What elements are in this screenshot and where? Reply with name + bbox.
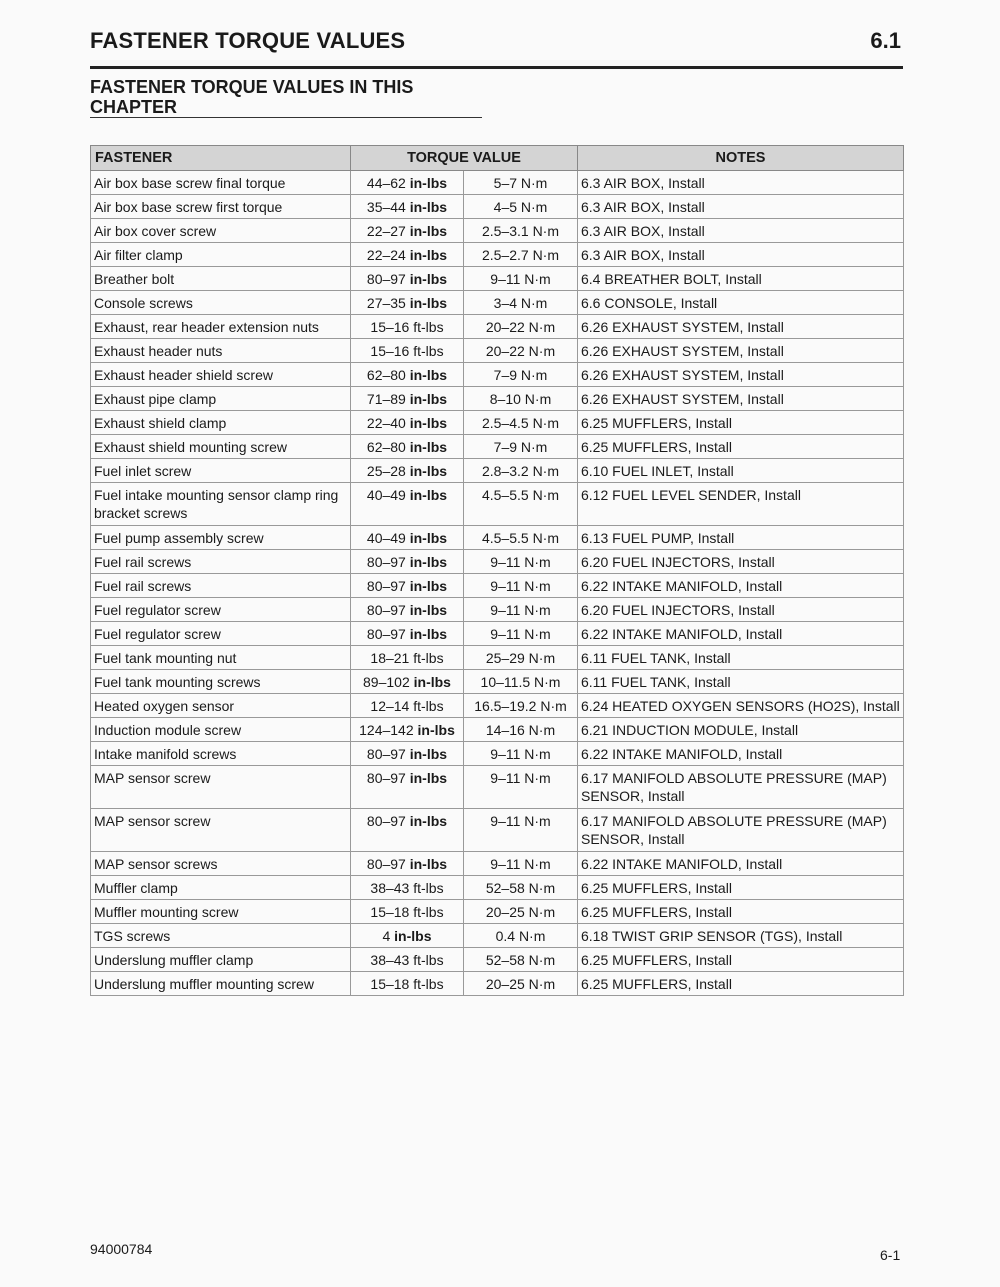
fastener-cell: Console screws xyxy=(91,291,351,315)
imperial-torque-value: 80–97 xyxy=(366,271,406,287)
imperial-torque-cell xyxy=(351,972,464,996)
metric-torque-cell: 20–25 N·m xyxy=(464,972,578,996)
metric-torque-cell: 2.5–3.1 N·m xyxy=(464,219,578,243)
metric-torque-cell: 2.8–3.2 N·m xyxy=(464,459,578,483)
metric-torque-cell: 9–11 N·m xyxy=(464,598,578,622)
fastener-cell: Muffler mounting screw xyxy=(91,900,351,924)
imperial-torque-cell xyxy=(351,574,464,598)
imperial-torque-value: 62–80 xyxy=(366,439,406,455)
imperial-torque-value: 22–24 xyxy=(366,247,406,263)
notes-cell: 6.25 MUFFLERS, Install xyxy=(578,948,904,972)
fastener-cell: Air box cover screw xyxy=(91,219,351,243)
imperial-torque-value: 80–97 xyxy=(366,578,406,594)
table-row xyxy=(91,291,904,315)
fastener-cell: MAP sensor screws xyxy=(91,852,351,876)
table-row xyxy=(91,483,904,526)
imperial-torque-value: 71–89 xyxy=(366,391,406,407)
notes-cell: 6.26 EXHAUST SYSTEM, Install xyxy=(578,387,904,411)
imperial-torque-value: 22–40 xyxy=(366,415,406,431)
table-row xyxy=(91,171,904,195)
torque-table xyxy=(90,145,904,996)
imperial-torque-cell xyxy=(351,598,464,622)
metric-torque-cell: 2.5–2.7 N·m xyxy=(464,243,578,267)
metric-torque-cell: 4.5–5.5 N·m xyxy=(464,526,578,550)
section-subheading xyxy=(90,77,482,118)
notes-cell: 6.11 FUEL TANK, Install xyxy=(578,646,904,670)
notes-cell: 6.26 EXHAUST SYSTEM, Install xyxy=(578,339,904,363)
column-header-notes: NOTES xyxy=(578,146,904,171)
notes-cell: 6.22 INTAKE MANIFOLD, Install xyxy=(578,852,904,876)
table-row xyxy=(91,315,904,339)
metric-torque-cell: 9–11 N·m xyxy=(464,742,578,766)
fastener-cell: Muffler clamp xyxy=(91,876,351,900)
table-row xyxy=(91,900,904,924)
imperial-torque-cell xyxy=(351,670,464,694)
imperial-torque-unit: ft-lbs xyxy=(413,650,444,666)
table-row xyxy=(91,195,904,219)
imperial-torque-value: 38–43 xyxy=(370,952,410,968)
imperial-torque-cell xyxy=(351,459,464,483)
notes-cell: 6.22 INTAKE MANIFOLD, Install xyxy=(578,574,904,598)
table-row xyxy=(91,267,904,291)
imperial-torque-value: 12–14 xyxy=(370,698,410,714)
imperial-torque-unit: ft-lbs xyxy=(413,343,444,359)
metric-torque-cell: 9–11 N·m xyxy=(464,809,578,852)
metric-torque-cell: 8–10 N·m xyxy=(464,387,578,411)
notes-cell: 6.25 MUFFLERS, Install xyxy=(578,876,904,900)
fastener-cell: Induction module screw xyxy=(91,718,351,742)
imperial-torque-unit: in-lbs xyxy=(394,928,432,944)
metric-torque-cell: 7–9 N·m xyxy=(464,363,578,387)
metric-torque-cell: 0.4 N·m xyxy=(464,924,578,948)
fastener-cell: Exhaust header nuts xyxy=(91,339,351,363)
imperial-torque-value: 80–97 xyxy=(366,554,406,570)
imperial-torque-value: 80–97 xyxy=(366,813,406,829)
table-row xyxy=(91,219,904,243)
imperial-torque-cell xyxy=(351,291,464,315)
imperial-torque-unit: in-lbs xyxy=(409,487,448,503)
imperial-torque-value: 80–97 xyxy=(366,602,406,618)
table-row xyxy=(91,387,904,411)
metric-torque-cell: 9–11 N·m xyxy=(464,550,578,574)
metric-torque-cell: 3–4 N·m xyxy=(464,291,578,315)
notes-cell: 6.25 MUFFLERS, Install xyxy=(578,900,904,924)
imperial-torque-value: 40–49 xyxy=(366,530,406,546)
fastener-cell: TGS screws xyxy=(91,924,351,948)
fastener-cell: Fuel tank mounting nut xyxy=(91,646,351,670)
imperial-torque-unit: in-lbs xyxy=(409,746,448,762)
imperial-torque-value: 40–49 xyxy=(366,487,406,503)
imperial-torque-unit: ft-lbs xyxy=(413,976,444,992)
metric-torque-cell: 9–11 N·m xyxy=(464,267,578,291)
fastener-cell: Air filter clamp xyxy=(91,243,351,267)
subheading-line-1: FASTENER TORQUE VALUES IN THIS xyxy=(90,77,414,97)
fastener-cell: Intake manifold screws xyxy=(91,742,351,766)
metric-torque-cell: 4.5–5.5 N·m xyxy=(464,483,578,526)
table-row xyxy=(91,948,904,972)
imperial-torque-unit: ft-lbs xyxy=(413,952,444,968)
table-header-row xyxy=(91,146,904,171)
imperial-torque-cell xyxy=(351,315,464,339)
imperial-torque-unit: in-lbs xyxy=(409,463,448,479)
table-row xyxy=(91,924,904,948)
table-row xyxy=(91,876,904,900)
imperial-torque-value: 62–80 xyxy=(366,367,406,383)
imperial-torque-cell xyxy=(351,694,464,718)
notes-cell: 6.11 FUEL TANK, Install xyxy=(578,670,904,694)
imperial-torque-value: 15–18 xyxy=(370,904,410,920)
table-row xyxy=(91,574,904,598)
imperial-torque-cell xyxy=(351,243,464,267)
imperial-torque-unit: in-lbs xyxy=(409,578,448,594)
fastener-cell: Exhaust header shield screw xyxy=(91,363,351,387)
table-row xyxy=(91,852,904,876)
imperial-torque-cell xyxy=(351,219,464,243)
metric-torque-cell: 20–22 N·m xyxy=(464,339,578,363)
notes-cell: 6.6 CONSOLE, Install xyxy=(578,291,904,315)
imperial-torque-unit: in-lbs xyxy=(417,722,455,738)
notes-cell: 6.21 INDUCTION MODULE, Install xyxy=(578,718,904,742)
table-body xyxy=(91,171,904,996)
imperial-torque-cell xyxy=(351,852,464,876)
table-row xyxy=(91,809,904,852)
imperial-torque-unit: in-lbs xyxy=(409,602,448,618)
fastener-cell: Air box base screw first torque xyxy=(91,195,351,219)
imperial-torque-value: 4 xyxy=(382,928,391,944)
imperial-torque-cell xyxy=(351,900,464,924)
column-header-fastener: FASTENER xyxy=(91,146,351,171)
metric-torque-cell: 9–11 N·m xyxy=(464,622,578,646)
notes-cell: 6.17 MANIFOLD ABSOLUTE PRESSURE (MAP) SENSOR, Install xyxy=(578,766,904,809)
imperial-torque-cell xyxy=(351,876,464,900)
imperial-torque-value: 15–18 xyxy=(370,976,410,992)
metric-torque-cell: 52–58 N·m xyxy=(464,876,578,900)
imperial-torque-cell xyxy=(351,742,464,766)
imperial-torque-unit: in-lbs xyxy=(409,813,448,829)
imperial-torque-value: 124–142 xyxy=(359,722,414,738)
table-row xyxy=(91,526,904,550)
notes-cell: 6.20 FUEL INJECTORS, Install xyxy=(578,598,904,622)
table-row xyxy=(91,622,904,646)
fastener-cell: Fuel tank mounting screws xyxy=(91,670,351,694)
imperial-torque-unit: in-lbs xyxy=(409,295,448,311)
imperial-torque-unit: in-lbs xyxy=(409,856,448,872)
table-row xyxy=(91,243,904,267)
fastener-cell: Exhaust shield mounting screw xyxy=(91,435,351,459)
fastener-cell: Fuel rail screws xyxy=(91,574,351,598)
notes-cell: 6.12 FUEL LEVEL SENDER, Install xyxy=(578,483,904,526)
metric-torque-cell: 25–29 N·m xyxy=(464,646,578,670)
metric-torque-cell: 20–22 N·m xyxy=(464,315,578,339)
notes-cell: 6.18 TWIST GRIP SENSOR (TGS), Install xyxy=(578,924,904,948)
imperial-torque-unit: in-lbs xyxy=(409,770,448,786)
notes-cell: 6.20 FUEL INJECTORS, Install xyxy=(578,550,904,574)
metric-torque-cell: 20–25 N·m xyxy=(464,900,578,924)
table-row xyxy=(91,363,904,387)
fastener-cell: Exhaust, rear header extension nuts xyxy=(91,315,351,339)
fastener-cell: Air box base screw final torque xyxy=(91,171,351,195)
imperial-torque-unit: in-lbs xyxy=(409,554,448,570)
imperial-torque-cell xyxy=(351,411,464,435)
notes-cell: 6.25 MUFFLERS, Install xyxy=(578,972,904,996)
imperial-torque-unit: in-lbs xyxy=(409,367,448,383)
imperial-torque-unit: in-lbs xyxy=(409,391,448,407)
fastener-cell: Fuel inlet screw xyxy=(91,459,351,483)
imperial-torque-cell xyxy=(351,646,464,670)
imperial-torque-cell xyxy=(351,267,464,291)
imperial-torque-unit: in-lbs xyxy=(409,223,448,239)
imperial-torque-value: 80–97 xyxy=(366,746,406,762)
imperial-torque-cell xyxy=(351,622,464,646)
fastener-cell: Underslung muffler clamp xyxy=(91,948,351,972)
metric-torque-cell: 9–11 N·m xyxy=(464,574,578,598)
imperial-torque-value: 22–27 xyxy=(366,223,406,239)
notes-cell: 6.24 HEATED OXYGEN SENSORS (HO2S), Install xyxy=(578,694,904,718)
table-row xyxy=(91,972,904,996)
table-row xyxy=(91,598,904,622)
table-row xyxy=(91,646,904,670)
notes-cell: 6.25 MUFFLERS, Install xyxy=(578,411,904,435)
notes-cell: 6.26 EXHAUST SYSTEM, Install xyxy=(578,315,904,339)
notes-cell: 6.26 EXHAUST SYSTEM, Install xyxy=(578,363,904,387)
metric-torque-cell: 9–11 N·m xyxy=(464,766,578,809)
imperial-torque-value: 44–62 xyxy=(366,175,406,191)
imperial-torque-cell xyxy=(351,435,464,459)
imperial-torque-value: 15–16 xyxy=(370,319,410,335)
notes-cell: 6.22 INTAKE MANIFOLD, Install xyxy=(578,742,904,766)
imperial-torque-unit: in-lbs xyxy=(413,674,451,690)
fastener-cell: Exhaust pipe clamp xyxy=(91,387,351,411)
imperial-torque-cell xyxy=(351,387,464,411)
imperial-torque-unit: in-lbs xyxy=(409,175,448,191)
imperial-torque-cell xyxy=(351,339,464,363)
imperial-torque-value: 25–28 xyxy=(366,463,406,479)
metric-torque-cell: 10–11.5 N·m xyxy=(464,670,578,694)
notes-cell: 6.3 AIR BOX, Install xyxy=(578,195,904,219)
metric-torque-cell: 5–7 N·m xyxy=(464,171,578,195)
imperial-torque-value: 80–97 xyxy=(366,856,406,872)
notes-cell: 6.3 AIR BOX, Install xyxy=(578,219,904,243)
table-row xyxy=(91,435,904,459)
notes-cell: 6.13 FUEL PUMP, Install xyxy=(578,526,904,550)
notes-cell: 6.4 BREATHER BOLT, Install xyxy=(578,267,904,291)
metric-torque-cell: 52–58 N·m xyxy=(464,948,578,972)
imperial-torque-unit: in-lbs xyxy=(409,530,448,546)
metric-torque-cell: 2.5–4.5 N·m xyxy=(464,411,578,435)
table-row xyxy=(91,742,904,766)
imperial-torque-value: 35–44 xyxy=(366,199,406,215)
imperial-torque-unit: in-lbs xyxy=(409,199,448,215)
imperial-torque-cell xyxy=(351,948,464,972)
imperial-torque-cell xyxy=(351,526,464,550)
notes-cell: 6.10 FUEL INLET, Install xyxy=(578,459,904,483)
imperial-torque-unit: in-lbs xyxy=(409,439,448,455)
imperial-torque-cell xyxy=(351,483,464,526)
fastener-cell: Fuel pump assembly screw xyxy=(91,526,351,550)
table-row xyxy=(91,766,904,809)
subheading-line-2: CHAPTER xyxy=(90,97,178,117)
table-row xyxy=(91,339,904,363)
imperial-torque-cell xyxy=(351,766,464,809)
metric-torque-cell: 7–9 N·m xyxy=(464,435,578,459)
metric-torque-cell: 4–5 N·m xyxy=(464,195,578,219)
imperial-torque-unit: ft-lbs xyxy=(413,319,444,335)
imperial-torque-cell xyxy=(351,171,464,195)
metric-torque-cell: 16.5–19.2 N·m xyxy=(464,694,578,718)
fastener-cell: Underslung muffler mounting screw xyxy=(91,972,351,996)
fastener-cell: MAP sensor screw xyxy=(91,809,351,852)
page-title: FASTENER TORQUE VALUES xyxy=(90,28,406,53)
notes-cell: 6.3 AIR BOX, Install xyxy=(578,243,904,267)
fastener-cell: Heated oxygen sensor xyxy=(91,694,351,718)
document-number: 94000784 xyxy=(90,1241,153,1257)
imperial-torque-value: 38–43 xyxy=(370,880,410,896)
table-row xyxy=(91,718,904,742)
imperial-torque-value: 80–97 xyxy=(366,770,406,786)
metric-torque-cell: 9–11 N·m xyxy=(464,852,578,876)
imperial-torque-cell xyxy=(351,718,464,742)
table-row xyxy=(91,694,904,718)
imperial-torque-unit: ft-lbs xyxy=(413,880,444,896)
fastener-cell: MAP sensor screw xyxy=(91,766,351,809)
imperial-torque-cell xyxy=(351,924,464,948)
table-row xyxy=(91,459,904,483)
imperial-torque-unit: ft-lbs xyxy=(413,904,444,920)
imperial-torque-value: 80–97 xyxy=(366,626,406,642)
section-number: 6.1 xyxy=(870,28,901,53)
imperial-torque-cell xyxy=(351,550,464,574)
notes-cell: 6.17 MANIFOLD ABSOLUTE PRESSURE (MAP) SENSOR, Install xyxy=(578,809,904,852)
imperial-torque-cell xyxy=(351,809,464,852)
page-number: 6-1 xyxy=(880,1247,901,1263)
imperial-torque-unit: ft-lbs xyxy=(413,698,444,714)
imperial-torque-cell xyxy=(351,195,464,219)
notes-cell: 6.22 INTAKE MANIFOLD, Install xyxy=(578,622,904,646)
fastener-cell: Exhaust shield clamp xyxy=(91,411,351,435)
imperial-torque-unit: in-lbs xyxy=(409,271,448,287)
imperial-torque-unit: in-lbs xyxy=(409,247,448,263)
fastener-cell: Fuel regulator screw xyxy=(91,598,351,622)
table-row xyxy=(91,550,904,574)
fastener-cell: Fuel regulator screw xyxy=(91,622,351,646)
table-row xyxy=(91,670,904,694)
fastener-cell: Breather bolt xyxy=(91,267,351,291)
table-row xyxy=(91,411,904,435)
imperial-torque-unit: in-lbs xyxy=(409,626,448,642)
imperial-torque-unit: in-lbs xyxy=(409,415,448,431)
imperial-torque-value: 27–35 xyxy=(366,295,406,311)
metric-torque-cell: 14–16 N·m xyxy=(464,718,578,742)
imperial-torque-value: 18–21 xyxy=(370,650,410,666)
imperial-torque-value: 15–16 xyxy=(370,343,410,359)
imperial-torque-value: 89–102 xyxy=(363,674,410,690)
notes-cell: 6.3 AIR BOX, Install xyxy=(578,171,904,195)
notes-cell: 6.25 MUFFLERS, Install xyxy=(578,435,904,459)
page-header xyxy=(90,28,903,69)
column-header-torque-value: TORQUE VALUE xyxy=(351,146,578,171)
fastener-cell: Fuel intake mounting sensor clamp ring bracket screws xyxy=(91,483,351,526)
imperial-torque-cell xyxy=(351,363,464,387)
fastener-cell: Fuel rail screws xyxy=(91,550,351,574)
